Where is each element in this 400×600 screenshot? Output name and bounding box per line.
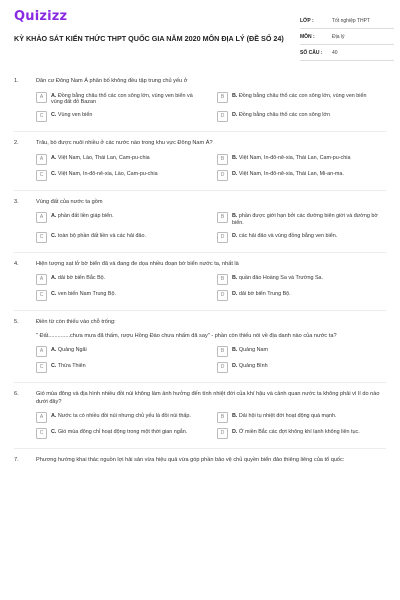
option-letter-box: B [217, 212, 228, 223]
option-text: D. Đồng bằng châu thổ các con sông lớn [232, 112, 330, 119]
info-row-count [300, 45, 394, 61]
question-divider [14, 382, 386, 383]
option-letter-box: A [36, 346, 47, 357]
answer-option-b[interactable] [217, 93, 386, 107]
question-divider [14, 448, 386, 449]
question-number: 6. [14, 391, 19, 398]
question-number: 3. [14, 198, 19, 205]
option-text: D. Quảng Bình [232, 363, 268, 370]
option-text: B. Việt Nam, In-đô-nê-xia, Thái Lan, Cam-pu-chia [232, 154, 351, 161]
question-item [0, 199, 400, 243]
answer-option-c[interactable] [36, 112, 205, 122]
info-row-subject [300, 29, 394, 45]
info-label: LỚP : [300, 17, 314, 24]
option-letter-box: C [36, 232, 47, 243]
option-text: B. Dải hội tụ nhiệt đới hoạt động quá mạnh. [232, 413, 337, 420]
answer-option-b[interactable] [217, 275, 386, 285]
option-text: A. Quảng Ngãi [51, 347, 87, 354]
question-item [0, 457, 400, 465]
answer-option-a[interactable] [36, 213, 205, 227]
answer-option-d[interactable] [217, 429, 386, 439]
option-text: B. Quảng Nam [232, 347, 268, 354]
option-text: D. các hải đảo và vùng đồng bằng ven biển. [232, 232, 338, 239]
info-label: MÔN : [300, 33, 315, 40]
question-text: Trâu, bò được nuôi nhiều ở các nước nào trong khu vực Đông Nam Á? [36, 140, 213, 147]
question-item [0, 78, 400, 122]
answer-option-a[interactable] [36, 93, 205, 107]
question-header [14, 319, 386, 327]
answer-options [36, 413, 386, 439]
answer-option-c[interactable] [36, 363, 205, 373]
question-list [0, 78, 400, 465]
option-text: B. phần được giới hạn bởi các đường biên giới và đường bờ biển. [232, 213, 378, 226]
option-letter-box: C [36, 170, 47, 181]
option-text: C. Thừa Thiên [51, 363, 86, 370]
question-text: Gió mùa đông và địa hình nhiều đồi núi không làm ảnh hưởng đến tính nhiệt đới của khí hậu và cảnh quan nước ta không phải vì lí do nào dưới đây? [36, 391, 380, 405]
option-letter-box: C [36, 111, 47, 122]
answer-option-b[interactable] [217, 213, 386, 227]
option-letter-box: B [217, 274, 228, 285]
option-text: C. Việt Nam, In-đô-nê-xia, Lào, Cam-pu-chia [51, 170, 158, 177]
answer-option-b[interactable] [217, 155, 386, 165]
option-text: C. Gió mùa đông chỉ hoạt động trong một thời gian ngắn. [51, 429, 188, 436]
option-letter-box: B [217, 92, 228, 103]
question-item [0, 140, 400, 181]
question-number: 1. [14, 78, 19, 84]
option-letter-box: D [217, 362, 228, 373]
info-label: SỐ CÂU : [300, 49, 323, 56]
question-header [14, 457, 386, 465]
option-letter-box: A [36, 274, 47, 285]
answer-option-c[interactable] [36, 291, 205, 301]
option-letter-box: A [36, 154, 47, 165]
option-text: A. Đồng bằng châu thổ các con sông lớn, vùng ven biển và vùng đất đỏ Bazan [51, 92, 193, 106]
option-letter-box: A [36, 412, 47, 423]
option-text: B. Đồng bằng châu thổ các con sông lớn, vùng ven biển [232, 92, 367, 99]
question-header [14, 261, 386, 269]
option-letter-box: D [217, 111, 228, 122]
answer-options [36, 275, 386, 301]
option-letter-box: D [217, 428, 228, 439]
option-letter-box: B [217, 346, 228, 357]
question-text: Vùng đất của nước ta gồm [36, 198, 103, 205]
option-text: B. quần đảo Hoàng Sa và Trường Sa. [232, 275, 324, 282]
question-divider [14, 310, 386, 311]
question-divider [14, 131, 386, 132]
question-header [14, 391, 386, 406]
option-text: C. toàn bộ phần đất liền và các hải đảo. [51, 232, 147, 239]
info-value: Tốt nghiệp THPT [332, 17, 370, 24]
info-value: 40 [332, 49, 338, 56]
answer-option-a[interactable] [36, 413, 205, 423]
option-letter-box: D [217, 170, 228, 181]
quizizz-logo: Quizizz [14, 9, 68, 24]
question-header [14, 140, 386, 148]
option-letter-box: A [36, 212, 47, 223]
option-letter-box: B [217, 154, 228, 165]
info-value: Địa lý [332, 33, 345, 40]
question-header [14, 199, 386, 207]
answer-option-b[interactable] [217, 413, 386, 423]
answer-options [36, 93, 386, 123]
answer-option-d[interactable] [217, 291, 386, 301]
answer-options [36, 347, 386, 373]
question-number: 2. [14, 140, 19, 147]
info-panel [300, 13, 394, 61]
answer-option-a[interactable] [36, 275, 205, 285]
question-item [0, 261, 400, 302]
option-text: A. phần đất liền giáp biển. [51, 213, 114, 220]
question-item [0, 391, 400, 439]
answer-option-c[interactable] [36, 429, 205, 439]
answer-option-d[interactable] [217, 171, 386, 181]
question-divider [14, 252, 386, 253]
answer-option-c[interactable] [36, 233, 205, 243]
answer-option-d[interactable] [217, 233, 386, 243]
option-text: C. ven biển Nam Trung Bộ. [51, 291, 117, 298]
option-text: A. Nước ta có nhiều đồi núi nhưng chủ yếu là đồi núi thấp. [51, 413, 191, 420]
option-text: A. Việt Nam, Lào, Thái Lan, Cam-pu-chia [51, 154, 150, 161]
option-text: A. dải bờ biển Bắc Bộ. [51, 275, 106, 282]
answer-options [36, 155, 386, 181]
option-text: D. dải bờ biển Trung Bộ. [232, 291, 291, 298]
option-text: D. Việt Nam, In-đô-nê-xia, Thái Lan, Mi-an-ma. [232, 170, 344, 177]
option-letter-box: C [36, 428, 47, 439]
answer-option-d[interactable] [217, 363, 386, 373]
question-text: Hiện tượng sạt lở bờ biển đã và đang đe dọa nhiều đoạn bờ biển nước ta, nhất là [36, 260, 239, 267]
answer-option-c[interactable] [36, 171, 205, 181]
question-quote: " Đất..............chưa mưa đã thấm, rượu Hồng Đào chưa nhấm đã say" - phần còn thiếu nói về địa danh nào của nước ta? [36, 332, 337, 339]
option-letter-box: D [217, 232, 228, 243]
page-title: KỲ KHẢO SÁT KIẾN THỨC THPT QUỐC GIA NĂM 2020 MÔN ĐỊA LÝ (ĐỀ SỐ 24) [14, 34, 284, 43]
option-letter-box: A [36, 92, 47, 103]
answer-option-a[interactable] [36, 347, 205, 357]
question-item [0, 319, 400, 373]
option-letter-box: C [36, 290, 47, 301]
info-row-class [300, 13, 394, 29]
option-letter-box: D [217, 290, 228, 301]
option-text: D. Ở miền Bắc các đợt không khí lạnh không liên tục. [232, 429, 360, 436]
question-text: Dân cư Đông Nam Á phân bố không đều tập trung chủ yếu ở [36, 78, 188, 84]
answer-option-a[interactable] [36, 155, 205, 165]
question-divider [14, 190, 386, 191]
option-text: C. Vùng ven biển [51, 112, 93, 119]
answer-options [36, 213, 386, 243]
answer-option-d[interactable] [217, 112, 386, 122]
question-text: Điền từ còn thiếu vào chỗ trống: [36, 319, 116, 326]
question-text: Phương hướng khai thác nguồn lợi hải sản vừa hiệu quả vừa góp phần bảo vệ chủ quyền biển đảo thiêng liêng của tổ quốc: [36, 457, 345, 464]
option-letter-box: C [36, 362, 47, 373]
question-header [14, 78, 386, 86]
question-number: 5. [14, 319, 19, 326]
answer-option-b[interactable] [217, 347, 386, 357]
option-letter-box: B [217, 412, 228, 423]
question-number: 7. [14, 457, 19, 464]
question-number: 4. [14, 260, 19, 267]
